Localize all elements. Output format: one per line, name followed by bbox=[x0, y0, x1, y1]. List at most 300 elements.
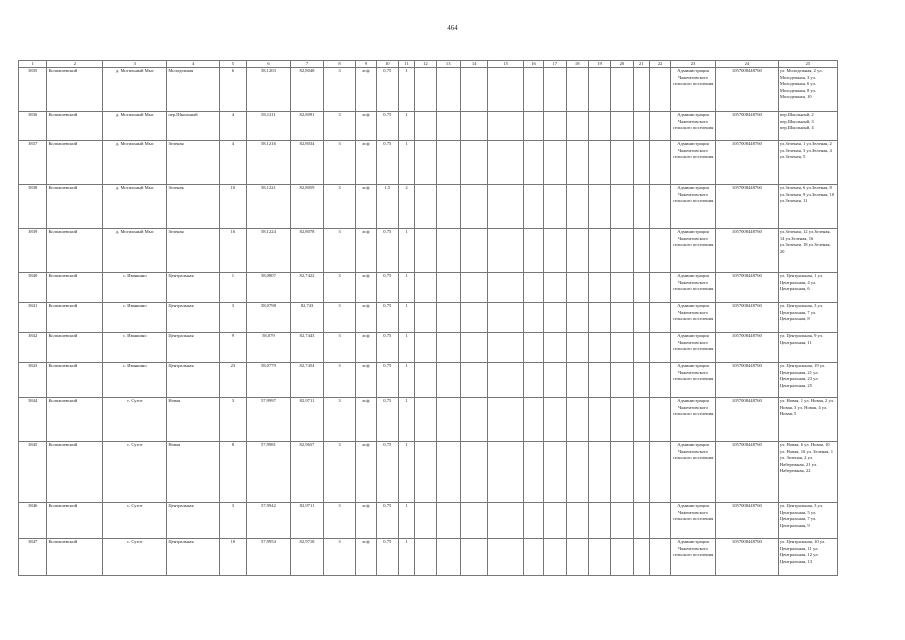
container-count-cell: 1 bbox=[398, 503, 414, 539]
ogrn-cell: 1057008448760 bbox=[715, 68, 778, 112]
street-cell: пер.Школьный bbox=[167, 112, 220, 141]
ogrn-cell: 1057008448760 bbox=[715, 185, 778, 229]
area-cell: 0,75 bbox=[376, 333, 398, 363]
ogrn-cell: 1057008448760 bbox=[715, 229, 778, 273]
empty-cell bbox=[649, 68, 670, 112]
house-number-cell: 8 bbox=[220, 442, 246, 503]
house-number-cell: 3 bbox=[220, 303, 246, 333]
district-cell: Колпашевский bbox=[47, 141, 103, 185]
served-addresses-cell: ул. Центральная, 19 ул. Центральная, 21 ул. Центральная, 23 ул. Центральная, 25 bbox=[778, 363, 837, 398]
surface-class-cell: 3 bbox=[323, 68, 356, 112]
empty-cell bbox=[488, 333, 524, 363]
area-cell: 0,75 bbox=[376, 273, 398, 303]
owner-cell: Администрация Чажемтовского сельского поселения bbox=[671, 141, 716, 185]
empty-cell bbox=[611, 229, 633, 273]
record-id: 3847 bbox=[19, 539, 47, 576]
empty-cell bbox=[460, 333, 487, 363]
empty-cell bbox=[588, 539, 610, 576]
column-number-header: 25 bbox=[778, 61, 837, 68]
served-addresses-cell: ул. Центральная, 10 ул. Центральная, 11 ул. Центральная, 12 ул. Центральная, 13 bbox=[778, 539, 837, 576]
record-id: 3842 bbox=[19, 333, 47, 363]
column-number-header: 8 bbox=[323, 61, 356, 68]
empty-cell bbox=[611, 112, 633, 141]
empty-cell bbox=[523, 141, 543, 185]
empty-cell bbox=[611, 68, 633, 112]
locality-cell: д. Могильный Мыс bbox=[103, 229, 167, 273]
district-cell: Колпашевский bbox=[47, 442, 103, 503]
surface-class-cell: 3 bbox=[323, 229, 356, 273]
empty-cell bbox=[488, 229, 524, 273]
served-addresses-cell: ул.Зеленая, 12 ул.Зеленая, 14 ул.Зеленая, 16 ул.Зеленая, 18 ул.Зеленая, 20 bbox=[778, 229, 837, 273]
empty-cell bbox=[611, 398, 633, 442]
empty-cell bbox=[588, 68, 610, 112]
owner-cell: Администрация Чажемтовского сельского поселения bbox=[671, 229, 716, 273]
column-number-header: 4 bbox=[167, 61, 220, 68]
empty-cell bbox=[633, 185, 649, 229]
street-cell: Зеленая bbox=[167, 141, 220, 185]
container-count-cell: 1 bbox=[398, 141, 414, 185]
table-row bbox=[19, 333, 838, 363]
column-number-header: 18 bbox=[566, 61, 588, 68]
empty-cell bbox=[588, 398, 610, 442]
empty-cell bbox=[544, 333, 566, 363]
record-id: 3843 bbox=[19, 363, 47, 398]
column-number-header: 9 bbox=[356, 61, 376, 68]
record-id: 3845 bbox=[19, 442, 47, 503]
empty-cell bbox=[488, 68, 524, 112]
served-addresses-cell: ул. Новая, 6 ул. Новая, 10 ул. Новая, 16 ул. Зеленая, 1 ул. Зеленая, 2 ул. Набережная, 21 ул. Набережная, 22 bbox=[778, 442, 837, 503]
owner-cell: Администрация Чажемтовского сельского поселения bbox=[671, 398, 716, 442]
owner-cell: Администрация Чажемтовского сельского поселения bbox=[671, 539, 716, 576]
district-cell: Колпашевский bbox=[47, 273, 103, 303]
district-cell: Колпашевский bbox=[47, 68, 103, 112]
owner-cell: Администрация Чажемтовского сельского поселения bbox=[671, 333, 716, 363]
empty-cell bbox=[460, 503, 487, 539]
empty-cell bbox=[649, 112, 670, 141]
street-cell: Центральная bbox=[167, 539, 220, 576]
container-count-cell: 1 bbox=[398, 273, 414, 303]
empty-cell bbox=[588, 229, 610, 273]
empty-cell bbox=[566, 442, 588, 503]
container-count-cell: 1 bbox=[398, 68, 414, 112]
served-addresses-cell: ул.Зеленая, 6 ул.Зеленая, 8 ул.Зеленая, 9 ул.Зеленая, 10 ул.Зеленая, 11 bbox=[778, 185, 837, 229]
empty-cell bbox=[415, 363, 436, 398]
empty-cell bbox=[460, 303, 487, 333]
locality-cell: с. Сугот bbox=[103, 503, 167, 539]
empty-cell bbox=[649, 539, 670, 576]
empty-cell bbox=[544, 503, 566, 539]
column-number-header: 16 bbox=[523, 61, 543, 68]
record-id: 3846 bbox=[19, 503, 47, 539]
record-id: 3839 bbox=[19, 229, 47, 273]
empty-cell bbox=[566, 539, 588, 576]
owner-cell: Администрация Чажемтовского сельского поселения bbox=[671, 68, 716, 112]
empty-cell bbox=[415, 503, 436, 539]
container-count-cell: 1 bbox=[398, 303, 414, 333]
empty-cell bbox=[611, 539, 633, 576]
empty-cell bbox=[415, 112, 436, 141]
house-number-cell: 1 bbox=[220, 273, 246, 303]
empty-cell bbox=[649, 273, 670, 303]
served-addresses-cell: ул. Центральная, 3 ул. Центральная, 7 ул. Центральная, 8 bbox=[778, 303, 837, 333]
empty-cell bbox=[544, 112, 566, 141]
empty-cell bbox=[544, 442, 566, 503]
empty-cell bbox=[460, 68, 487, 112]
empty-cell bbox=[633, 539, 649, 576]
surface-class-cell: 3 bbox=[323, 503, 356, 539]
empty-cell bbox=[488, 503, 524, 539]
surface-type-cell: асф bbox=[356, 273, 376, 303]
empty-cell bbox=[488, 273, 524, 303]
empty-cell bbox=[488, 539, 524, 576]
owner-cell: Администрация Чажемтовского сельского поселения bbox=[671, 303, 716, 333]
table-row bbox=[19, 229, 838, 273]
empty-cell bbox=[566, 229, 588, 273]
empty-cell bbox=[544, 303, 566, 333]
table-row bbox=[19, 68, 838, 112]
ogrn-cell: 1057008448760 bbox=[715, 503, 778, 539]
empty-cell bbox=[633, 398, 649, 442]
area-cell: 0,75 bbox=[376, 363, 398, 398]
empty-cell bbox=[436, 539, 460, 576]
surface-class-cell: 3 bbox=[323, 273, 356, 303]
area-cell: 0,75 bbox=[376, 442, 398, 503]
empty-cell bbox=[649, 363, 670, 398]
column-number-header: 13 bbox=[436, 61, 460, 68]
empty-cell bbox=[649, 229, 670, 273]
area-cell: 0,75 bbox=[376, 539, 398, 576]
column-number-header: 20 bbox=[611, 61, 633, 68]
empty-cell bbox=[488, 185, 524, 229]
empty-cell bbox=[415, 141, 436, 185]
empty-cell bbox=[460, 229, 487, 273]
empty-cell bbox=[611, 185, 633, 229]
container-count-cell: 1 bbox=[398, 398, 414, 442]
latitude-cell: 57,9981 bbox=[246, 442, 291, 503]
surface-type-cell: асф bbox=[356, 303, 376, 333]
column-number-header: 22 bbox=[649, 61, 670, 68]
container-count-cell: 1 bbox=[398, 539, 414, 576]
empty-cell bbox=[544, 398, 566, 442]
district-cell: Колпашевский bbox=[47, 398, 103, 442]
empty-cell bbox=[436, 273, 460, 303]
empty-cell bbox=[633, 68, 649, 112]
empty-cell bbox=[566, 503, 588, 539]
empty-cell bbox=[488, 398, 524, 442]
longitude-cell: 82,9711 bbox=[291, 398, 324, 442]
street-cell: Молодежная bbox=[167, 68, 220, 112]
empty-cell bbox=[436, 229, 460, 273]
page-number: 464 bbox=[447, 24, 458, 32]
record-id: 3835 bbox=[19, 68, 47, 112]
surface-type-cell: асф bbox=[356, 398, 376, 442]
area-cell: 1,5 bbox=[376, 185, 398, 229]
street-cell: Центральная bbox=[167, 273, 220, 303]
empty-cell bbox=[523, 68, 543, 112]
surface-type-cell: асф bbox=[356, 112, 376, 141]
empty-cell bbox=[633, 112, 649, 141]
surface-class-cell: 3 bbox=[323, 398, 356, 442]
street-cell: Зеленая bbox=[167, 229, 220, 273]
column-number-header: 21 bbox=[633, 61, 649, 68]
house-number-cell: 6 bbox=[220, 68, 246, 112]
empty-cell bbox=[488, 141, 524, 185]
empty-cell bbox=[523, 442, 543, 503]
record-id: 3837 bbox=[19, 141, 47, 185]
surface-type-cell: асф bbox=[356, 503, 376, 539]
empty-cell bbox=[633, 303, 649, 333]
surface-type-cell: асф bbox=[356, 363, 376, 398]
empty-cell bbox=[523, 185, 543, 229]
empty-cell bbox=[588, 442, 610, 503]
empty-cell bbox=[611, 333, 633, 363]
area-cell: 0,75 bbox=[376, 68, 398, 112]
longitude-cell: 82,7454 bbox=[291, 363, 324, 398]
empty-cell bbox=[523, 333, 543, 363]
area-cell: 0,75 bbox=[376, 398, 398, 442]
table-row bbox=[19, 112, 838, 141]
column-number-header: 5 bbox=[220, 61, 246, 68]
ogrn-cell: 1057008448760 bbox=[715, 363, 778, 398]
empty-cell bbox=[415, 273, 436, 303]
district-cell: Колпашевский bbox=[47, 503, 103, 539]
served-addresses-cell: ул. Центральная, 9 ул. Центральная, 11 bbox=[778, 333, 837, 363]
empty-cell bbox=[633, 229, 649, 273]
locality-cell: с. Иванкино bbox=[103, 303, 167, 333]
ogrn-cell: 1057008448760 bbox=[715, 141, 778, 185]
empty-cell bbox=[436, 141, 460, 185]
empty-cell bbox=[523, 112, 543, 141]
empty-cell bbox=[566, 363, 588, 398]
column-number-header: 24 bbox=[715, 61, 778, 68]
house-number-cell: 23 bbox=[220, 363, 246, 398]
street-cell: Центральная bbox=[167, 363, 220, 398]
empty-cell bbox=[633, 333, 649, 363]
empty-cell bbox=[566, 141, 588, 185]
table-row bbox=[19, 273, 838, 303]
owner-cell: Администрация Чажемтовского сельского поселения bbox=[671, 363, 716, 398]
street-cell: Новая bbox=[167, 442, 220, 503]
container-count-cell: 1 bbox=[398, 333, 414, 363]
district-cell: Колпашевский bbox=[47, 363, 103, 398]
empty-cell bbox=[460, 539, 487, 576]
latitude-cell: 58,0807 bbox=[246, 273, 291, 303]
empty-cell bbox=[415, 185, 436, 229]
latitude-cell: 58,1211 bbox=[246, 112, 291, 141]
column-number-header: 19 bbox=[588, 61, 610, 68]
table-row bbox=[19, 185, 838, 229]
district-cell: Колпашевский bbox=[47, 303, 103, 333]
empty-cell bbox=[588, 185, 610, 229]
empty-cell bbox=[415, 303, 436, 333]
area-cell: 0,75 bbox=[376, 229, 398, 273]
empty-cell bbox=[488, 112, 524, 141]
empty-cell bbox=[415, 398, 436, 442]
empty-cell bbox=[544, 539, 566, 576]
house-number-cell: 3 bbox=[220, 398, 246, 442]
district-cell: Колпашевский bbox=[47, 333, 103, 363]
column-number-header: 10 bbox=[376, 61, 398, 68]
empty-cell bbox=[611, 273, 633, 303]
empty-cell bbox=[436, 68, 460, 112]
surface-type-cell: асф bbox=[356, 442, 376, 503]
table-row bbox=[19, 303, 838, 333]
empty-cell bbox=[523, 539, 543, 576]
empty-cell bbox=[633, 273, 649, 303]
latitude-cell: 58,1216 bbox=[246, 141, 291, 185]
empty-cell bbox=[460, 141, 487, 185]
empty-cell bbox=[544, 185, 566, 229]
house-number-cell: 10 bbox=[220, 185, 246, 229]
locality-cell: с. Сугот bbox=[103, 398, 167, 442]
empty-cell bbox=[544, 141, 566, 185]
record-id: 3838 bbox=[19, 185, 47, 229]
house-number-cell: 4 bbox=[220, 141, 246, 185]
empty-cell bbox=[611, 363, 633, 398]
table-row bbox=[19, 503, 838, 539]
owner-cell: Администрация Чажемтовского сельского поселения bbox=[671, 503, 716, 539]
served-addresses-cell: ул. Центральная, 3 ул. Центральная, 5 ул. Центральная, 7 ул. Центральная, 9 bbox=[778, 503, 837, 539]
ogrn-cell: 1057008448760 bbox=[715, 333, 778, 363]
container-count-cell: 2 bbox=[398, 185, 414, 229]
record-id: 3840 bbox=[19, 273, 47, 303]
surface-class-cell: 3 bbox=[323, 363, 356, 398]
table-body bbox=[19, 68, 838, 576]
empty-cell bbox=[588, 112, 610, 141]
column-number-header: 6 bbox=[246, 61, 291, 68]
surface-class-cell: 3 bbox=[323, 333, 356, 363]
surface-class-cell: 3 bbox=[323, 539, 356, 576]
empty-cell bbox=[436, 398, 460, 442]
longitude-cell: 82,8034 bbox=[291, 141, 324, 185]
column-number-header: 11 bbox=[398, 61, 414, 68]
locality-cell: с. Сугот bbox=[103, 442, 167, 503]
ogrn-cell: 1057008448760 bbox=[715, 303, 778, 333]
empty-cell bbox=[566, 112, 588, 141]
locality-cell: д. Могильный Мыс bbox=[103, 112, 167, 141]
empty-cell bbox=[523, 363, 543, 398]
empty-cell bbox=[436, 363, 460, 398]
empty-cell bbox=[436, 442, 460, 503]
empty-cell bbox=[460, 442, 487, 503]
longitude-cell: 82,9718 bbox=[291, 539, 324, 576]
empty-cell bbox=[523, 273, 543, 303]
locality-cell: д. Могильный Мыс bbox=[103, 68, 167, 112]
empty-cell bbox=[588, 333, 610, 363]
table-row bbox=[19, 141, 838, 185]
district-cell: Колпашевский bbox=[47, 229, 103, 273]
empty-cell bbox=[523, 303, 543, 333]
empty-cell bbox=[415, 442, 436, 503]
surface-class-cell: 3 bbox=[323, 112, 356, 141]
empty-cell bbox=[436, 185, 460, 229]
longitude-cell: 82,8091 bbox=[291, 112, 324, 141]
served-addresses-cell: ул. Молодежная, 2 ул. Молодежная, 3 ул. Молодежная, 6 ул. Молодежная, 8 ул. Молодежная, 10 bbox=[778, 68, 837, 112]
served-addresses-cell: ул. Центральная, 1 ул. Центральная, 4 ул. Центральная, 6 bbox=[778, 273, 837, 303]
surface-type-cell: асф bbox=[356, 185, 376, 229]
empty-cell bbox=[488, 303, 524, 333]
street-cell: Новая bbox=[167, 398, 220, 442]
surface-class-cell: 3 bbox=[323, 185, 356, 229]
longitude-cell: 82,7443 bbox=[291, 333, 324, 363]
longitude-cell: 82,7422 bbox=[291, 273, 324, 303]
latitude-cell: 58,0798 bbox=[246, 303, 291, 333]
street-cell: Центральная bbox=[167, 503, 220, 539]
empty-cell bbox=[566, 273, 588, 303]
empty-cell bbox=[544, 229, 566, 273]
table-row bbox=[19, 398, 838, 442]
surface-type-cell: асф bbox=[356, 333, 376, 363]
column-number-header: 23 bbox=[671, 61, 716, 68]
street-cell: Центральная bbox=[167, 303, 220, 333]
record-id: 3841 bbox=[19, 303, 47, 333]
table-row bbox=[19, 442, 838, 503]
locality-cell: д. Могильный Мыс bbox=[103, 185, 167, 229]
empty-cell bbox=[633, 363, 649, 398]
empty-cell bbox=[415, 229, 436, 273]
longitude-cell: 82,8048 bbox=[291, 68, 324, 112]
table-row bbox=[19, 363, 838, 398]
owner-cell: Администрация Чажемтовского сельского поселения bbox=[671, 112, 716, 141]
street-cell: Зеленая bbox=[167, 185, 220, 229]
empty-cell bbox=[633, 503, 649, 539]
empty-cell bbox=[566, 185, 588, 229]
surface-type-cell: асф bbox=[356, 68, 376, 112]
longitude-cell: 82,9711 bbox=[291, 503, 324, 539]
column-number-header: 12 bbox=[415, 61, 436, 68]
house-number-cell: 16 bbox=[220, 229, 246, 273]
latitude-cell: 58,1203 bbox=[246, 68, 291, 112]
column-number-header: 7 bbox=[291, 61, 324, 68]
locality-cell: с. Иванкино bbox=[103, 363, 167, 398]
record-id: 3836 bbox=[19, 112, 47, 141]
latitude-cell: 57,9954 bbox=[246, 539, 291, 576]
empty-cell bbox=[523, 229, 543, 273]
empty-cell bbox=[649, 303, 670, 333]
empty-cell bbox=[544, 273, 566, 303]
surface-type-cell: асф bbox=[356, 539, 376, 576]
container-count-cell: 1 bbox=[398, 442, 414, 503]
house-number-cell: 3 bbox=[220, 503, 246, 539]
empty-cell bbox=[544, 68, 566, 112]
longitude-cell: 82,9657 bbox=[291, 442, 324, 503]
surface-class-cell: 3 bbox=[323, 442, 356, 503]
longitude-cell: 82,8078 bbox=[291, 229, 324, 273]
container-count-cell: 1 bbox=[398, 229, 414, 273]
empty-cell bbox=[649, 503, 670, 539]
empty-cell bbox=[566, 303, 588, 333]
area-cell: 0,75 bbox=[376, 303, 398, 333]
district-cell: Колпашевский bbox=[47, 185, 103, 229]
district-cell: Колпашевский bbox=[47, 539, 103, 576]
empty-cell bbox=[588, 303, 610, 333]
empty-cell bbox=[588, 141, 610, 185]
empty-cell bbox=[566, 68, 588, 112]
locality-cell: с. Сугот bbox=[103, 539, 167, 576]
empty-cell bbox=[460, 398, 487, 442]
served-addresses-cell: ул.Зеленая, 1 ул.Зеленая, 2 ул.Зеленая, 3 ул.Зеленая, 4 ул.Зеленая, 5 bbox=[778, 141, 837, 185]
empty-cell bbox=[415, 539, 436, 576]
empty-cell bbox=[633, 442, 649, 503]
empty-cell bbox=[488, 363, 524, 398]
empty-cell bbox=[588, 363, 610, 398]
ogrn-cell: 1057008448760 bbox=[715, 112, 778, 141]
house-number-cell: 10 bbox=[220, 539, 246, 576]
surface-class-cell: 3 bbox=[323, 141, 356, 185]
empty-cell bbox=[460, 112, 487, 141]
container-count-cell: 1 bbox=[398, 112, 414, 141]
column-number-header: 2 bbox=[47, 61, 103, 68]
